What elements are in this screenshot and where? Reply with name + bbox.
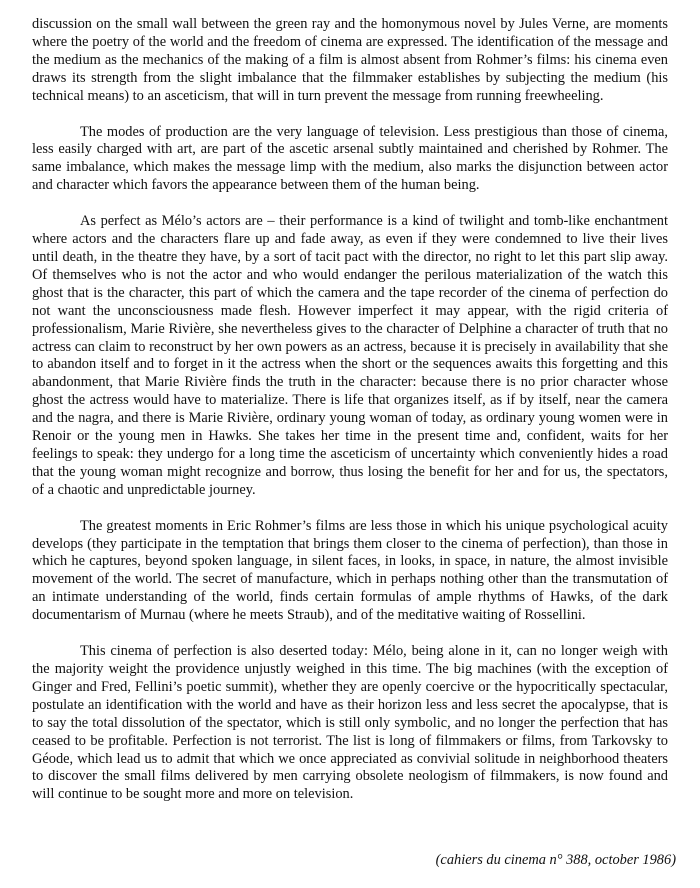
source-citation: (cahiers du cinema n° 388, october 1986)	[435, 852, 676, 868]
paragraph-3: As perfect as Mélo’s actors are – their performance is a kind of twilight and tomb-like enchantment where actors and the characters flare up and fade away, as even if they were condemned to live their lives until death, in the theatre they have, by a sort of tacit pact with the director, no right to let this part slip away. Of themselves who is not the actor and who would endanger the perilous materialization of the watch this ghost that is the character, this part of which the camera and the tape recorder of the cinema of perfection do not want the unconsciousness made flesh. However imperfect it may appear, with the rigid criteria of professionalism, Marie Rivière, she nevertheless gives to the character of Delphine a character of truth that no actress can claim to reconstruct by her own powers as an actress, because it is precisely in availability that she to abandon itself and to forget in it the actress when the short or the sequences awaits this forgetting and this abandonment, that Marie Rivière finds the truth in the character: because there is no prior character whose ghost the actress would have to materialize. There is life that organizes itself, as if by itself, near the camera and the nagra, and there is Marie Rivière, ordinary young woman of today, as ordinary young women were in Renoir or the young men in Hawks. She takes her time in the present time and, confident, waits for her feelings to speak: they undergo for a long time the asceticism of uncertainty which conveniently hides a road that the young woman might recognize and borrow, thus losing the benefit for her and for us, the spectators, of a chaotic and unpredictable journey.	[32, 213, 668, 498]
paragraph-4: The greatest moments in Eric Rohmer’s films are less those in which his unique psychological acuity develops (they participate in the temptation that brings them closer to the cinema of perfection), than those in which he captures, beyond spoken language, in silent faces, in looks, in space, in nature, the almost invisible movement of the world. The secret of manufacture, which in perhaps nothing other than the transmutation of an intimate understanding of the world, finds certain formulas of ample rhythms of Hawks, of the dark documentarism of Murnau (where he meets Straub), and of the meditative waiting of Rossellini.	[32, 517, 668, 624]
paragraph-5: This cinema of perfection is also deserted today: Mélo, being alone in it, can no longer weigh with the majority weight the providence unjustly weighed in this time. The big machines (with the exception of Ginger and Fred, Fellini’s poetic summit), whether they are openly coercive or the hypocritically spectacular, postulate an identification with the world and have as their horizon less and less secret the apocalypse, that is to say the total dissolution of the spectator, which is still only symbolic, and no longer the perfection that has ceased to be profitable. Perfection is not terrorist. The list is long of filmmakers or films, from Tarkovsky to Géode, which lead us to admit that which we once appreciated as convivial solitude in neighborhood theaters to discover the small films delivered by men carrying obsolete neologism of filmmakers, is now found and will continue to be sought more and more on television.	[32, 643, 668, 803]
paragraph-1: discussion on the small wall between the green ray and the homonymous novel by Jules Verne, are moments where the poetry of the world and the freedom of cinema are expressed. The identification of the message and the medium as the mechanics of the making of a film is almost absent from Rohmer’s films: his cinema even draws its strength from the slight imbalance that the filmmaker establishes by subjecting the medium (his technical means) to an asceticism, that will in turn prevent the message from running freewheeling.	[32, 16, 668, 104]
article-body	[32, 16, 668, 822]
paragraph-2: The modes of production are the very language of television. Less prestigious than those of cinema, less easily charged with art, are part of the ascetic arsenal subtly maintained and cherished by Rohmer. The same imbalance, which makes the message limp with the medium, also marks the disjunction between actor and character which favors the appearance between them of the human being.	[32, 123, 668, 194]
